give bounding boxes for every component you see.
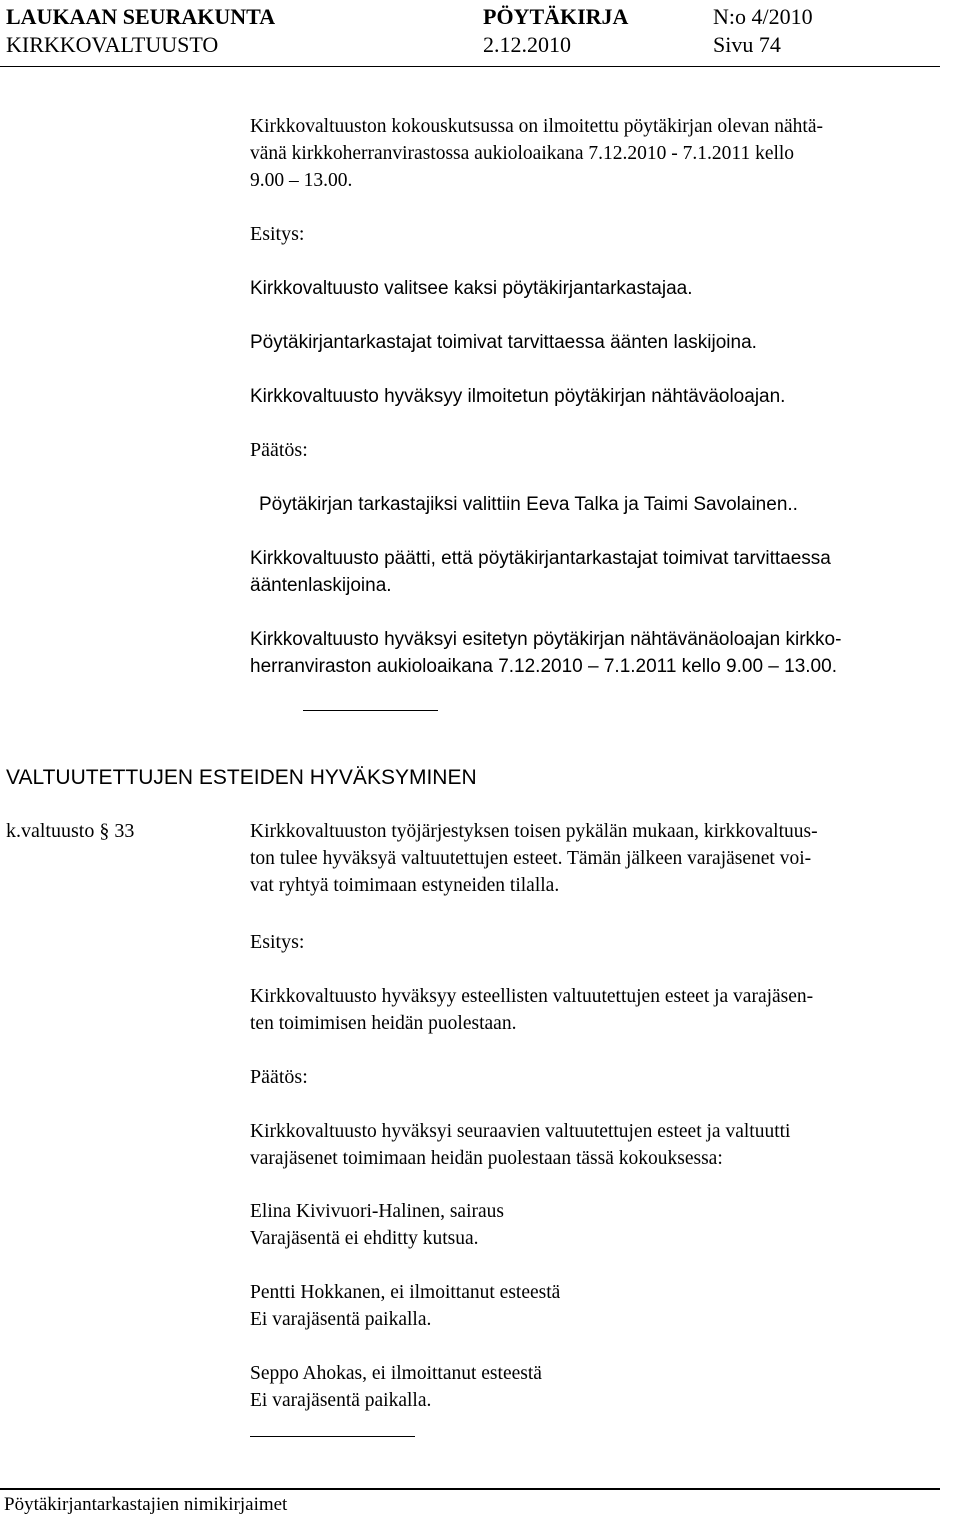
paatos-line-5: herranviraston aukioloaikana 7.12.2010 – 7.1.2011 kello 9.00 – 13.00. bbox=[250, 656, 837, 677]
body-name: KIRKKOVALTUUSTO bbox=[6, 32, 219, 57]
document-number: N:o 4/2010 bbox=[713, 4, 813, 29]
absence-name: Seppo Ahokas, ei ilmoittanut esteestä bbox=[250, 1363, 542, 1384]
footer-divider bbox=[0, 1488, 940, 1490]
paatos-label: Päätös: bbox=[250, 439, 308, 461]
absence-name: Elina Kivivuori-Halinen, sairaus bbox=[250, 1201, 504, 1222]
intro-line-2: vänä kirkkoherranvirastossa aukioloaikana 7.12.2010 - 7.1.2011 kello bbox=[250, 143, 795, 164]
paatos-line-3: ääntenlaskijoina. bbox=[250, 575, 392, 596]
s2-paatos-label: Päätös: bbox=[250, 1066, 308, 1088]
paatos-line-2: Kirkkovaltuusto päätti, että pöytäkirjantarkastajat toimivat tarvittaessa bbox=[250, 548, 831, 569]
section-heading: VALTUUTETTUJEN ESTEIDEN HYVÄKSYMINEN bbox=[6, 766, 477, 789]
esitys-line-2: Pöytäkirjantarkastajat toimivat tarvittaessa äänten laskijoina. bbox=[250, 332, 757, 353]
paragraph-ref: k.valtuusto § 33 bbox=[6, 820, 135, 842]
absence-note: Varajäsentä ei ehditty kutsua. bbox=[250, 1228, 479, 1249]
s2-intro-line-3: vat ryhtyä toimimaan estyneiden tilalla. bbox=[250, 875, 560, 896]
esitys-label: Esitys: bbox=[250, 223, 305, 245]
s2-paatos-line-2: varajäsenet toimimaan heidän puolestaan tässä kokouksessa: bbox=[250, 1148, 723, 1169]
section-divider bbox=[303, 710, 438, 711]
intro-line-3: 9.00 – 13.00. bbox=[250, 170, 353, 191]
absence-name: Pentti Hokkanen, ei ilmoittanut esteestä bbox=[250, 1282, 561, 1303]
meeting-date: 2.12.2010 bbox=[483, 32, 571, 57]
absence-note: Ei varajäsentä paikalla. bbox=[250, 1390, 432, 1411]
document-type: PÖYTÄKIRJA bbox=[483, 4, 629, 29]
org-name: LAUKAAN SEURAKUNTA bbox=[6, 4, 276, 29]
s2-paatos-line-1: Kirkkovaltuusto hyväksyi seuraavien valtuutettujen esteet ja valtuutti bbox=[250, 1121, 791, 1142]
s2-esitys-line-2: ten toimimisen heidän puolestaan. bbox=[250, 1013, 517, 1034]
esitys-line-3: Kirkkovaltuusto hyväksyy ilmoitetun pöytäkirjan nähtäväoloajan. bbox=[250, 386, 786, 407]
s2-esitys-line-1: Kirkkovaltuusto hyväksyy esteellisten valtuutettujen esteet ja varajäsen- bbox=[250, 986, 814, 1007]
footer-initials-label: Pöytäkirjantarkastajien nimikirjaimet bbox=[4, 1494, 288, 1515]
header-divider bbox=[0, 66, 940, 67]
s2-intro-line-1: Kirkkovaltuuston työjärjestyksen toisen pykälän mukaan, kirkkovaltuus- bbox=[250, 821, 818, 842]
esitys-line-1: Kirkkovaltuusto valitsee kaksi pöytäkirjantarkastajaa. bbox=[250, 278, 693, 299]
end-divider bbox=[250, 1436, 415, 1437]
absence-note: Ei varajäsentä paikalla. bbox=[250, 1309, 432, 1330]
paatos-line-1: Pöytäkirjan tarkastajiksi valittiin Eeva Talka ja Taimi Savolainen.. bbox=[259, 494, 798, 515]
s2-esitys-label: Esitys: bbox=[250, 931, 305, 953]
page-number: Sivu 74 bbox=[713, 32, 781, 57]
paatos-line-4: Kirkkovaltuusto hyväksyi esitetyn pöytäkirjan nähtävänäoloajan kirkko- bbox=[250, 629, 842, 650]
s2-intro-line-2: ton tulee hyväksyä valtuutettujen esteet. Tämän jälkeen varajäsenet voi- bbox=[250, 848, 812, 869]
intro-line-1: Kirkkovaltuuston kokouskutsussa on ilmoitettu pöytäkirjan olevan nähtä- bbox=[250, 116, 824, 137]
